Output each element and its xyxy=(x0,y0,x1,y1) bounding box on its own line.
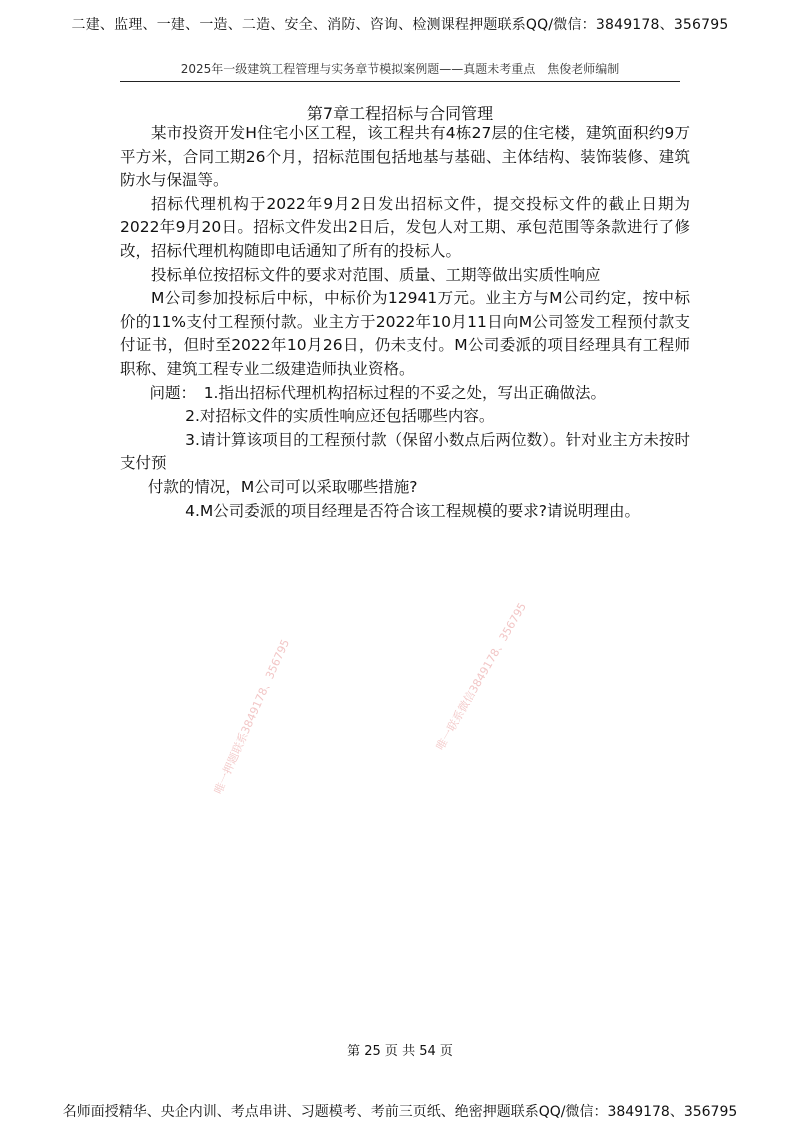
bottom-contact-banner: 名师面授精华、央企内训、考点串讲、习题模考、考前三页纸、绝密押题联系QQ/微信：3849178、356795 xyxy=(62,1104,738,1120)
case-paragraph-3: 投标单位按招标文件的要求对范围、质量、工期等做出实质性响应 xyxy=(151,265,601,284)
page-number: 第 25 页 共 54 页 xyxy=(347,1044,453,1059)
case-paragraph-4: M公司参加投标后中标，中标价为12941万元。业主方与M公司约定，按中标价的11%支付工程预付款。业主方于2022年10月11日向M公司签发工程预付款支付证书，但时至2022年10月26日，仍未支付。M公司委派的项目经理具有工程师职称、建筑工程专业二级建造师执业资格。 xyxy=(120,289,690,378)
question-3-continued: 付款的情况，M公司可以采取哪些措施? xyxy=(147,477,418,496)
running-header: 2025年一级建筑工程管理与实务章节模拟案例题——真题未考重点 焦俊老师编制 xyxy=(120,60,680,82)
question-3: 3.请计算该项目的工程预付款（保留小数点后两位数）。针对业主方未按时支付预 xyxy=(120,430,690,473)
watermark-left: 唯一押题联系3849178、356795 xyxy=(211,637,293,797)
question-4: 4.M公司委派的项目经理是否符合该工程规模的要求?请说明理由。 xyxy=(185,501,640,520)
top-contact-banner: 二建、监理、一建、一造、二造、安全、消防、咨询、检测课程押题联系QQ/微信：3849178、356795 xyxy=(71,17,729,33)
question-2: 2.对招标文件的实质性响应还包括哪些内容。 xyxy=(185,407,495,426)
question-1: 问题： 1.指出招标代理机构招标过程的不妥之处，写出正确做法。 xyxy=(149,383,606,402)
chapter-title: 第7章工程招标与合同管理 xyxy=(306,104,494,123)
case-paragraph-1: 某市投资开发H住宅小区工程，该工程共有4栋27层的住宅楼，建筑面积约9万平方米，合同工期26个月，招标范围包括地基与基础、主体结构、装饰装修、建筑防水与保温等。 xyxy=(120,124,690,190)
case-body xyxy=(120,122,690,523)
watermark-right: 唯一联系微信3849178、356795 xyxy=(433,600,529,753)
case-paragraph-2: 招标代理机构于2022年9月2日发出招标文件，提交投标文件的截止日期为2022年9月20日。招标文件发出2日后，发包人对工期、承包范围等条款进行了修改，招标代理机构随即电话通知了所有的投标人。 xyxy=(120,194,690,260)
